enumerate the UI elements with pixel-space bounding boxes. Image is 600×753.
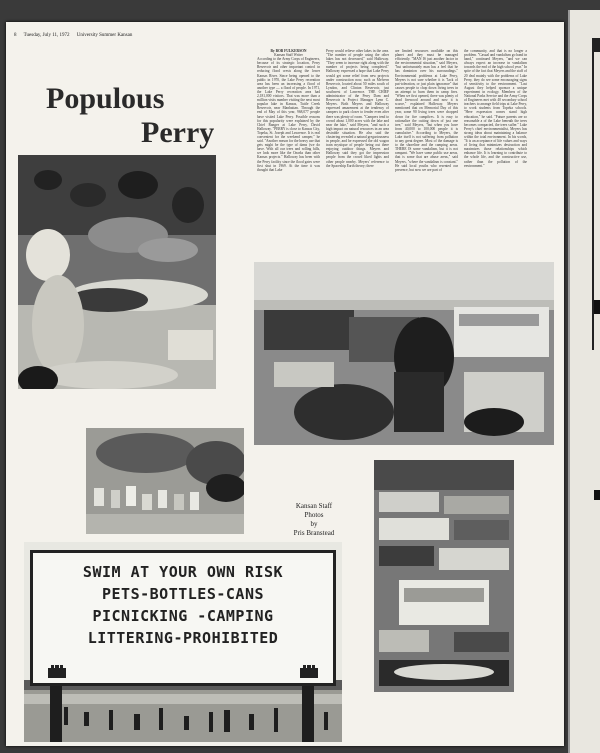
newspaper-page bbox=[6, 22, 564, 746]
column-text: According to the Army Corps of Engineers, because of its strategic location, Perry Reservoir and other important control in reducing flood crests along the lower Kansas River. Since being opened to the public in 1970, the Lake Perry recreation area has been an increasing a flood of another type — a flood of people. In 1971, the Lake Perry recreation area had 2,181,000 visitors. That was more than a million visits number visiting the next most popular lake in Kansas, Tuttle Creek Reservoir, near Manhattan. Through the end of May of this year, 968,077 people have visited Lake Perry. Possible reasons for this popularity were explained by the Chief Ranger at Lake Perry, David Halloway. "PERRY is close to Kansas City, Topeka, St. Joseph and Lawrence. It is real convenient for the weekend camper," he said. "Another reason for the heavy use that gets might be the type of dams (we do have. With all our trees and rolling hills, we look more like the Ozarks than other Kansas projects." Halloway has been with the Perry facility since the flood gates were first shut in 1969. At the time it was thought that Lake bbox=[257, 57, 320, 172]
castle-emblem-icon bbox=[47, 663, 67, 679]
article-column-1 bbox=[257, 49, 320, 259]
photo-credit bbox=[264, 502, 364, 538]
sign-line-2: PETS-BOTTLES-CANS bbox=[101, 585, 265, 603]
headline bbox=[46, 82, 214, 150]
page-number: 8 bbox=[14, 33, 17, 38]
article-column-3 bbox=[395, 49, 458, 259]
castle-emblem-icon bbox=[299, 663, 319, 679]
issue-date: Tuesday, July 11, 1972 bbox=[23, 33, 70, 38]
column-text: Perry would relieve other lakes in the area. "The number of people using the other lakes has not decreased," said Halloway. "They seem to increase right along with the number of projects being completed." Halloway expressed a hope that Lake Perry would get some relief from new projects under construction now, such as Melvern Reservoir, located about 50 miles south of Lyndon, and Clinton Reservoir, just southwest of Lawrence. THE CHIEF administrator of the Perry Dam and Reservoir is Project Manager Lynn C. Meyers. Both Meyers and Halloway expressed amazement at the tendency of campers to park closer to fender even after there was plenty of room. "Campers tend to crowd about 1,000 acres with the lake and near the lake," said Meyers, "and such a high impact on natural resources in an area desirable situation. He also said the clustering revealed a natural gregariousness in people, and he expressed the old wagon train mystique of people being out there enjoying outdoor things. Meyers and Halloway said they got the impression people from the crowd liked lights and other people nearby. Meyers' reference to the Spaceship Earth theory; there bbox=[326, 49, 389, 168]
headline-line-2: Perry bbox=[141, 116, 215, 149]
photo-litter-cans-image bbox=[86, 428, 244, 534]
photo-sunbathers bbox=[18, 155, 216, 389]
photo-litter-cans bbox=[86, 428, 244, 534]
credit-line-1: Kansan Staff bbox=[295, 502, 333, 510]
credit-line-4: Pris Branstead bbox=[293, 529, 335, 537]
page-header bbox=[14, 33, 138, 38]
paper-name: University Summer Kansan bbox=[76, 33, 133, 38]
column-text: are limited resources available on this planet and they must be managed efficiently. "MAN IS just another factor in the environmental situation," said Meyers, "but unfortunately man has a feel that he has dominion over his surroundings." Environmental problems at Lake Perry, Meyers is not sure whether it is "lack of put-toleration, or just plain ignorance" that causes people to chop down living trees in an attempt to burn them in camp fires. "When we first opened, there was plenty of dead firewood around and now it is scarce," explained Halloway. Meyers mentioned that on Memorial Day of this year, some 90 living trees were chopped down for fire campfires. It is easy to rationalize the cutting down of just one tree," said Meyers, "but when you have from 40,000 to 100,000 people it is cumulative." According to Meyers, the Lake itself is not suffering from pollution to any great degree. Most of the damage is to the shoreline and the camping areas. THERE IS some vandalism, but it is not rampant. "We have some public use areas, that is some that are abuse areas," said Meyers, "where the vandalism is constant." He said local youths who resented our presence, but now we are part of bbox=[395, 49, 458, 172]
credit-line-3: by bbox=[310, 520, 318, 528]
credit-line-2: Photos bbox=[304, 511, 324, 519]
sign-line-1: SWIM AT YOUR OWN RISK bbox=[82, 563, 284, 581]
column-text: the community, and that is no longer a problem. "Casual and vandalism go hand in hand," continued Meyers, "and we can always expect an increase in vandalism towards the end of the high school year." In spite of the fact that Meyers and the staff of 20 deal mainly with the problems of Lake Perry, they do see some encouraging signs of sensitivity to the environment. "Last August they helped sponsor a unique experiment in ecology. Members of the National Parks Service and the Army Corps of Engineers met with 40 secondary school teachers to arrange field trips at Lake Perry, to work students from Topeka schools. "Here expression comes stand high education," he said. "Future parents are so reasonable a of the Lake beneath the trees becomes compacted, the trees suffer." Lake Perry's chief environmentalist, Meyers has strong ideas about maintaining a balance within the total environment. In his words, "It is an acceptance of life values and ways of living that minimizes destruction and maximizes those relationships which enhance life. It is learning to contribute to the whole life, and the constructive use, rather than the pollution of the environment." bbox=[464, 49, 527, 168]
byline-name: By BOB FULKERSON bbox=[270, 49, 307, 53]
headline-line-1: Populous bbox=[46, 82, 165, 115]
page-edge-mark bbox=[594, 490, 600, 500]
article-column-2 bbox=[326, 49, 389, 259]
article-column-4 bbox=[464, 49, 527, 259]
sign-line-4: LITTERING-PROHIBITED bbox=[87, 629, 279, 647]
sign-line-3: PICNICKING -CAMPING bbox=[92, 607, 274, 625]
photo-campers bbox=[254, 262, 554, 445]
page-edge-mark bbox=[594, 300, 600, 314]
warning-sign bbox=[30, 550, 336, 686]
byline-role: Kansan Staff Writer bbox=[274, 53, 303, 58]
photo-campers-image bbox=[254, 262, 554, 445]
photo-parking-lot bbox=[374, 460, 514, 692]
photo-sunbathers-image bbox=[18, 155, 216, 389]
photo-parking-lot-image bbox=[374, 460, 514, 692]
adjacent-page-edge bbox=[568, 10, 600, 753]
